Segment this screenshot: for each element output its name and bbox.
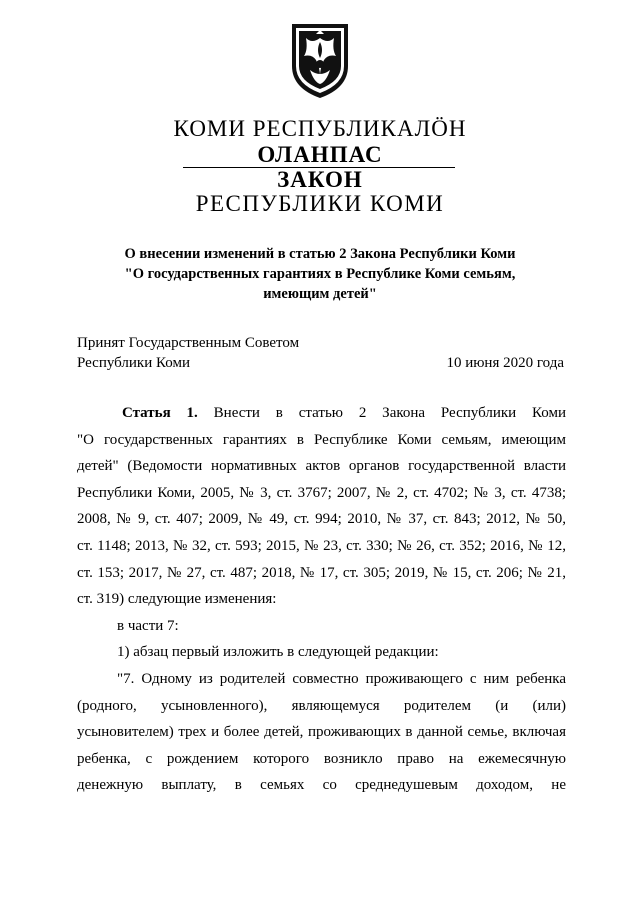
article-1-body <box>77 400 566 799</box>
quote-line: ребенка, с рождением которого возникло право на ежемесячную <box>77 750 566 767</box>
header-komi-republic: КОМИ РЕСПУБЛИКАЛÖН <box>173 116 467 141</box>
article-line: "О государственных гарантиях в Республике Коми семьям, имеющим <box>77 431 566 448</box>
article-line: ст. 319) следующие изменения: <box>77 591 277 608</box>
article-1-text: Внести в статью 2 Закона Республики Коми <box>213 405 566 421</box>
article-line: ст. 153; 2017, № 27, ст. 487; 2018, № 17, ст. 305; 2019, № 15, ст. 206; № 21, <box>77 564 566 581</box>
article-1-first-line <box>77 400 566 427</box>
part-7-line: в части 7: <box>117 617 179 634</box>
header-republic-komi: РЕСПУБЛИКИ КОМИ <box>195 191 445 216</box>
quote-line: (родного, усыновленного), являющемуся родителем (и (или) <box>77 697 566 714</box>
article-line: Республики Коми, 2005, № 3, ст. 3767; 2007, № 2, ст. 4702; № 3, ст. 4738; <box>77 484 566 501</box>
adoption-date: 10 июня 2020 года <box>446 355 564 371</box>
adopted-by-line-2: Республики Коми <box>77 355 190 371</box>
law-title-line: О внесении изменений в статью 2 Закона Республики Коми <box>124 246 516 262</box>
adopted-by-line: Принят Государственным Советом <box>77 335 300 351</box>
article-1-label: Статья 1. <box>122 405 198 421</box>
quote-line: денежную выплату, в семьях со среднедушевым доходом, не <box>77 777 566 794</box>
adoption-block <box>77 333 299 373</box>
law-title <box>60 244 580 304</box>
header-law-komi: ОЛАНПАС <box>257 142 383 167</box>
law-title-line: "О государственных гарантиях в Республике Коми семьям, <box>124 266 516 282</box>
header-law-russian: ЗАКОН <box>277 167 363 192</box>
law-title-line: имеющим детей" <box>263 286 377 302</box>
article-line: 2008, № 9, ст. 407; 2009, № 49, ст. 994; 2010, № 37, ст. 843; 2012, № 50, <box>77 511 566 528</box>
quote-line: усыновителем) трех и более детей, проживающих в данной семье, включая <box>77 724 566 741</box>
item-1-line: 1) абзац первый изложить в следующей редакции: <box>117 644 439 661</box>
article-line: ст. 1148; 2013, № 32, ст. 593; 2015, № 23, ст. 330; № 26, ст. 352; 2016, № 12, <box>77 537 566 554</box>
article-line: детей" (Ведомости нормативных актов органов государственной власти <box>77 458 566 475</box>
quote-line: "7. Одному из родителей совместно проживающего с ним ребенка <box>117 670 566 687</box>
komi-coat-of-arms-emblem <box>286 20 354 100</box>
